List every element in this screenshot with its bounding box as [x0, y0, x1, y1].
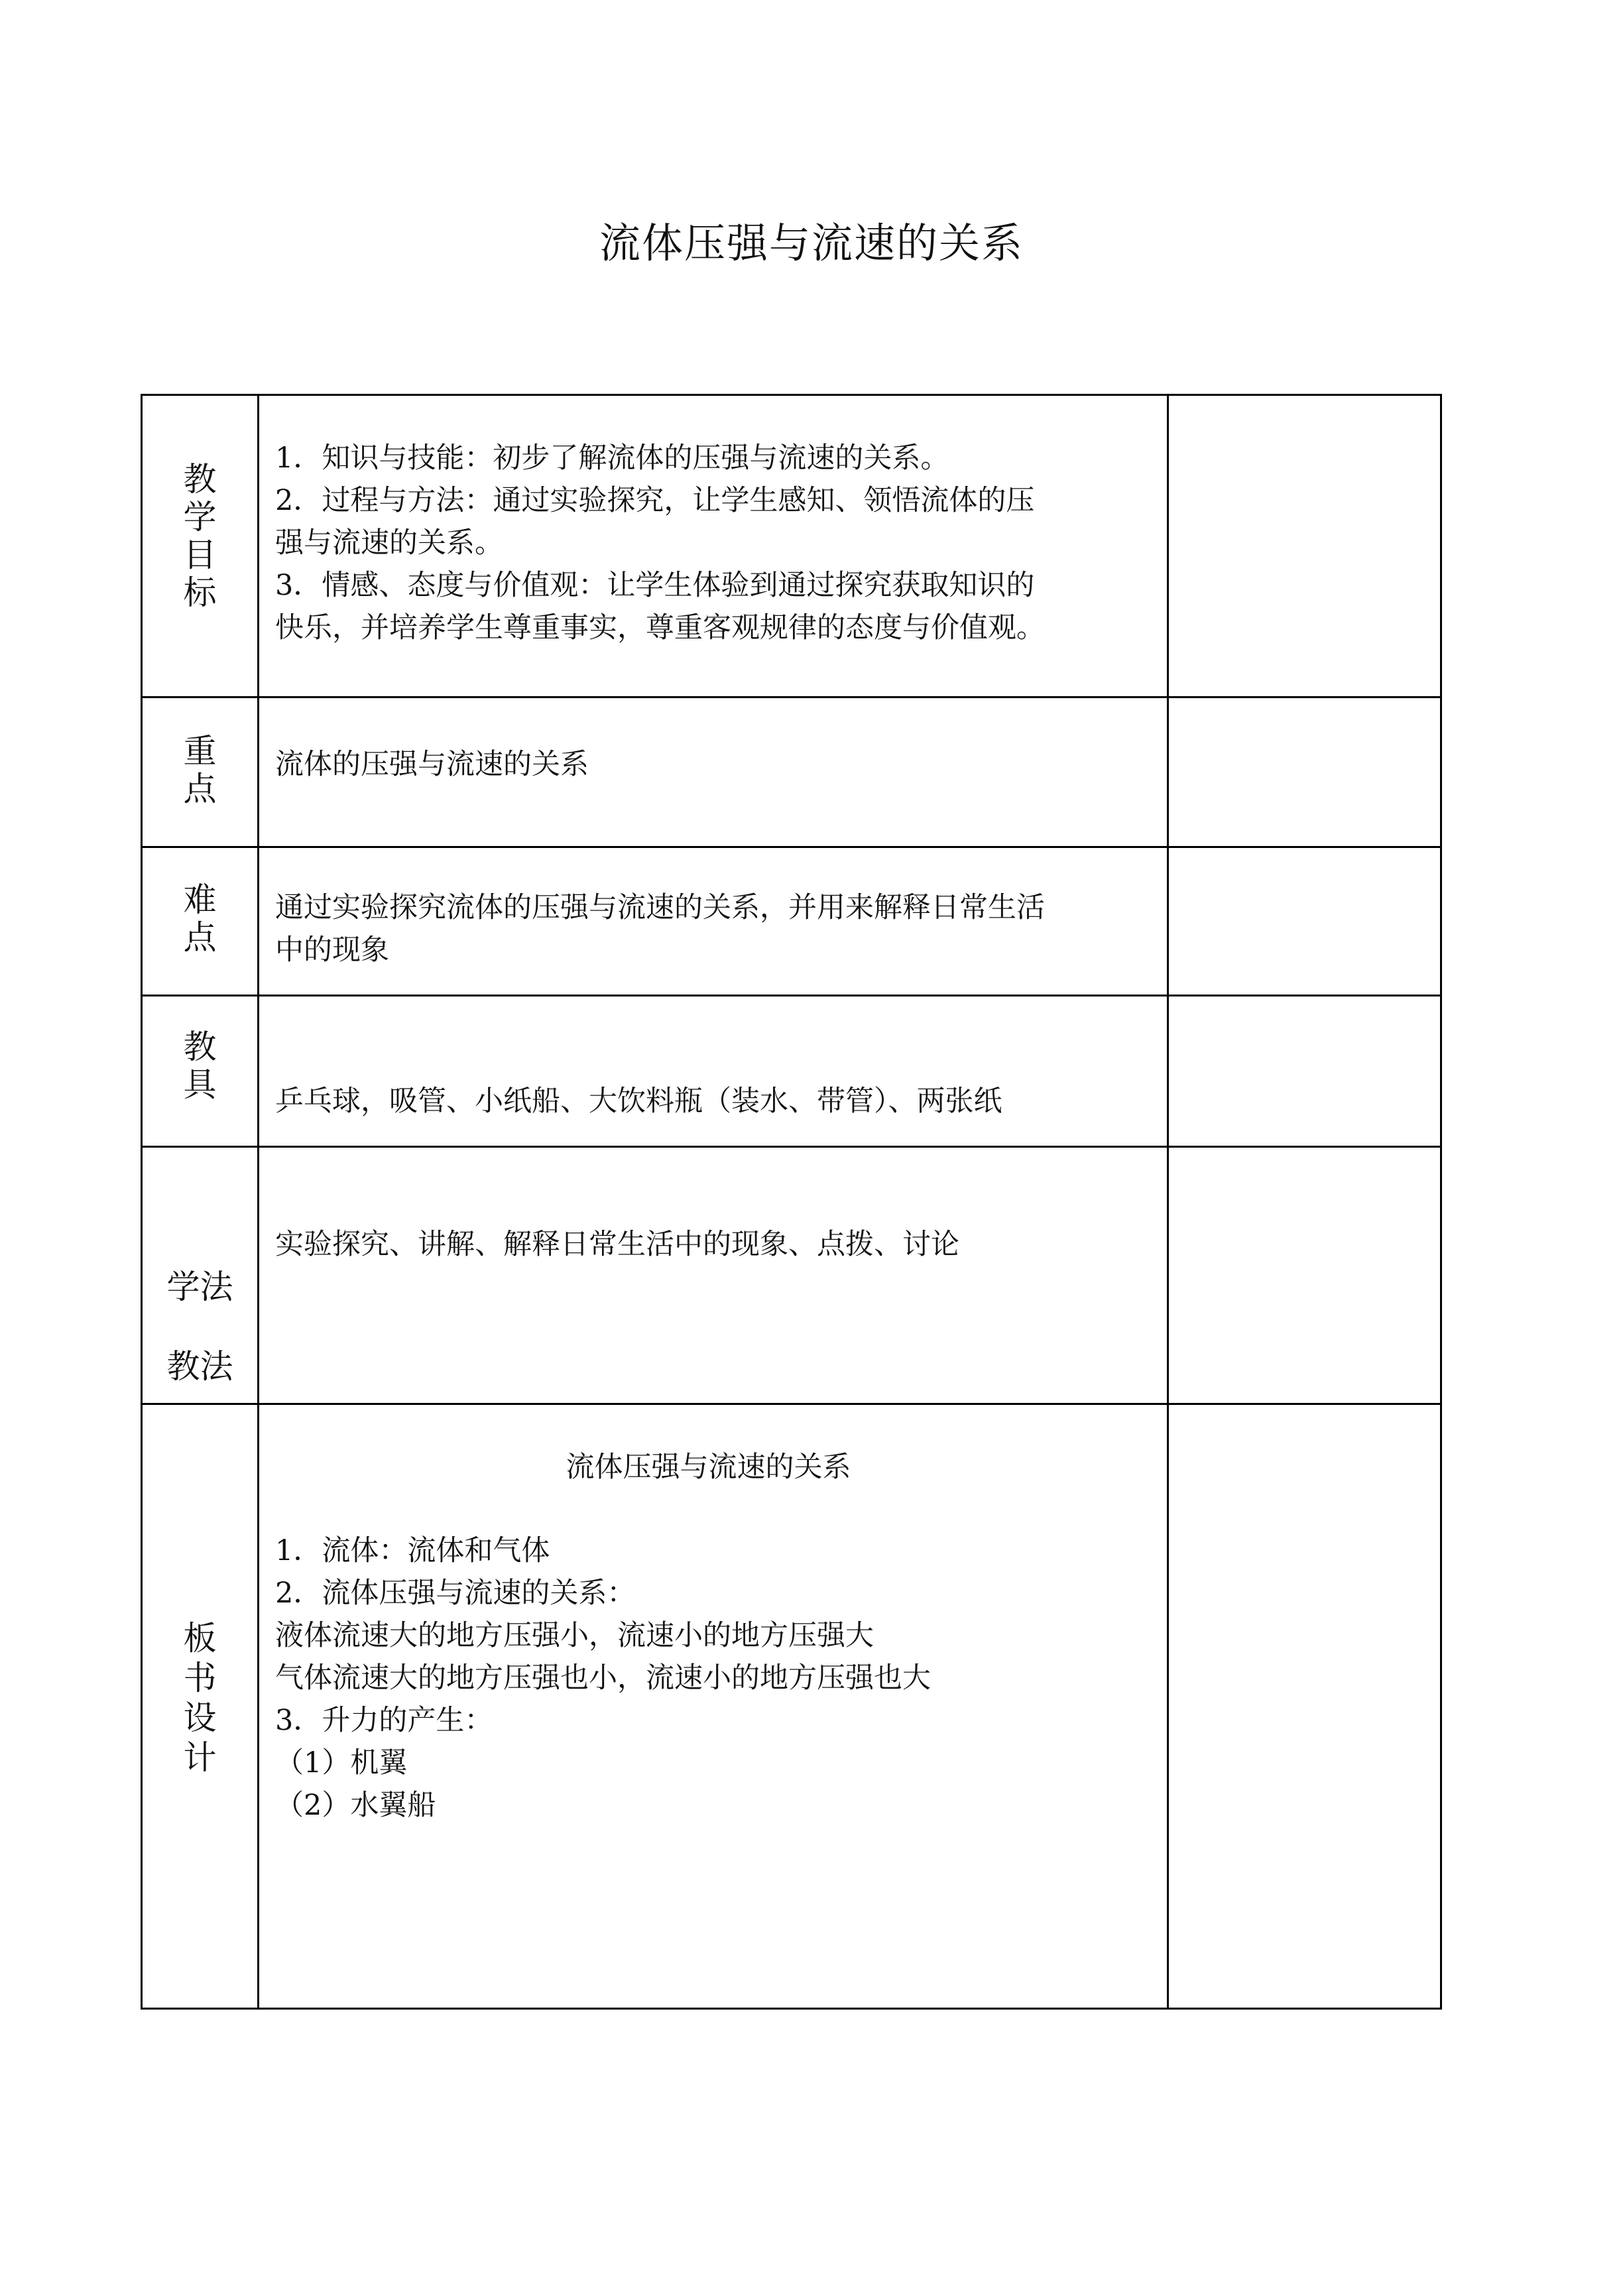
row-label-difficulty [143, 881, 257, 957]
page-title: 流体压强与流速的关系 [599, 219, 1024, 267]
board-line: 2．流体压强与流速的关系： [275, 1577, 636, 1610]
row-label-key-point [143, 733, 257, 808]
label-cell-board-design [142, 1404, 259, 2009]
board-line: 1．流体：流体和气体 [275, 1534, 550, 1567]
objective-line: 3．情感、态度与价值观：让学生体验到通过探究获取知识的 [275, 569, 1035, 602]
objective-line: 1．知识与技能：初步了解流体的压强与流速的关系。 [275, 442, 949, 475]
label-char: 教 [183, 1028, 217, 1066]
notes-cell-methods [1168, 1147, 1441, 1404]
objective-line: 2．过程与方法：通过实验探究，让学生感知、领悟流体的压 [275, 484, 1035, 517]
board-line: 气体流速大的地方压强也小，流速小的地方压强也大 [275, 1662, 931, 1695]
notes-cell-teaching-aids [1168, 996, 1441, 1147]
row-label-teaching-aids [143, 1028, 257, 1104]
objective-line: 快乐，并培养学生尊重事实，尊重客观规律的态度与价值观。 [275, 611, 1045, 644]
row-teaching-aids [142, 996, 1441, 1147]
board-line: （2）水翼船 [275, 1789, 436, 1822]
label-word: 教法 [166, 1347, 233, 1386]
board-heading: 流体压强与流速的关系 [566, 1451, 851, 1484]
key-point-text: 流体的压强与流速的关系 [275, 748, 589, 781]
objectives-text [275, 437, 1158, 649]
content-cell-key-point [259, 697, 1168, 847]
notes-cell-key-point [1168, 697, 1441, 847]
label-char: 学 [183, 498, 217, 536]
label-char: 目 [183, 536, 217, 574]
label-char: 板 [183, 1619, 217, 1658]
row-label-objectives [143, 461, 257, 612]
content-cell-methods [259, 1147, 1168, 1404]
label-char: 标 [183, 574, 217, 612]
lesson-plan-table [141, 394, 1442, 2010]
row-label-board-design [143, 1618, 257, 1778]
difficulty-line: 通过实验探究流体的压强与流速的关系，并用来解释日常生活 [275, 891, 1045, 924]
objective-line: 强与流速的关系。 [275, 526, 503, 560]
label-char: 重 [183, 732, 217, 770]
label-char: 教 [183, 460, 217, 499]
label-char: 具 [183, 1065, 217, 1104]
board-line: （1）机翼 [275, 1746, 408, 1780]
teaching-aids-text: 乒乓球，吸管、小纸船、大饮料瓶（装水、带管）、两张纸 [275, 1085, 1002, 1118]
label-char: 设 [183, 1699, 217, 1737]
notes-cell-objectives [1168, 395, 1441, 697]
row-label-methods [143, 1247, 257, 1406]
label-char: 难 [183, 880, 217, 919]
difficulty-line: 中的现象 [275, 934, 389, 967]
label-cell-teaching-aids [142, 996, 259, 1147]
label-char: 点 [183, 770, 217, 808]
row-key-point [142, 697, 1441, 847]
label-cell-difficulty [142, 847, 259, 996]
difficulty-text [275, 886, 1158, 971]
row-board-design [142, 1404, 1441, 2009]
content-cell-board-design [259, 1404, 1168, 2009]
label-char: 书 [183, 1659, 217, 1697]
notes-cell-board-design [1168, 1404, 1441, 2009]
label-cell-key-point [142, 697, 259, 847]
board-line: 3．升力的产生： [275, 1704, 493, 1737]
label-char: 计 [183, 1738, 217, 1777]
notes-cell-difficulty [1168, 847, 1441, 996]
label-word: 学法 [166, 1268, 233, 1306]
label-cell-objectives [142, 395, 259, 697]
label-char: 点 [183, 918, 217, 957]
row-difficulty [142, 847, 1441, 996]
row-methods [142, 1147, 1441, 1404]
methods-text: 实验探究、讲解、解释日常生活中的现象、点拨、讨论 [275, 1228, 959, 1261]
board-line: 液体流速大的地方压强小，流速小的地方压强大 [275, 1619, 874, 1652]
content-cell-difficulty [259, 847, 1168, 996]
label-cell-methods [142, 1147, 259, 1404]
row-objectives [142, 395, 1441, 697]
board-design-text [275, 1446, 1158, 1827]
content-cell-teaching-aids [259, 996, 1168, 1147]
content-cell-objectives [259, 395, 1168, 697]
